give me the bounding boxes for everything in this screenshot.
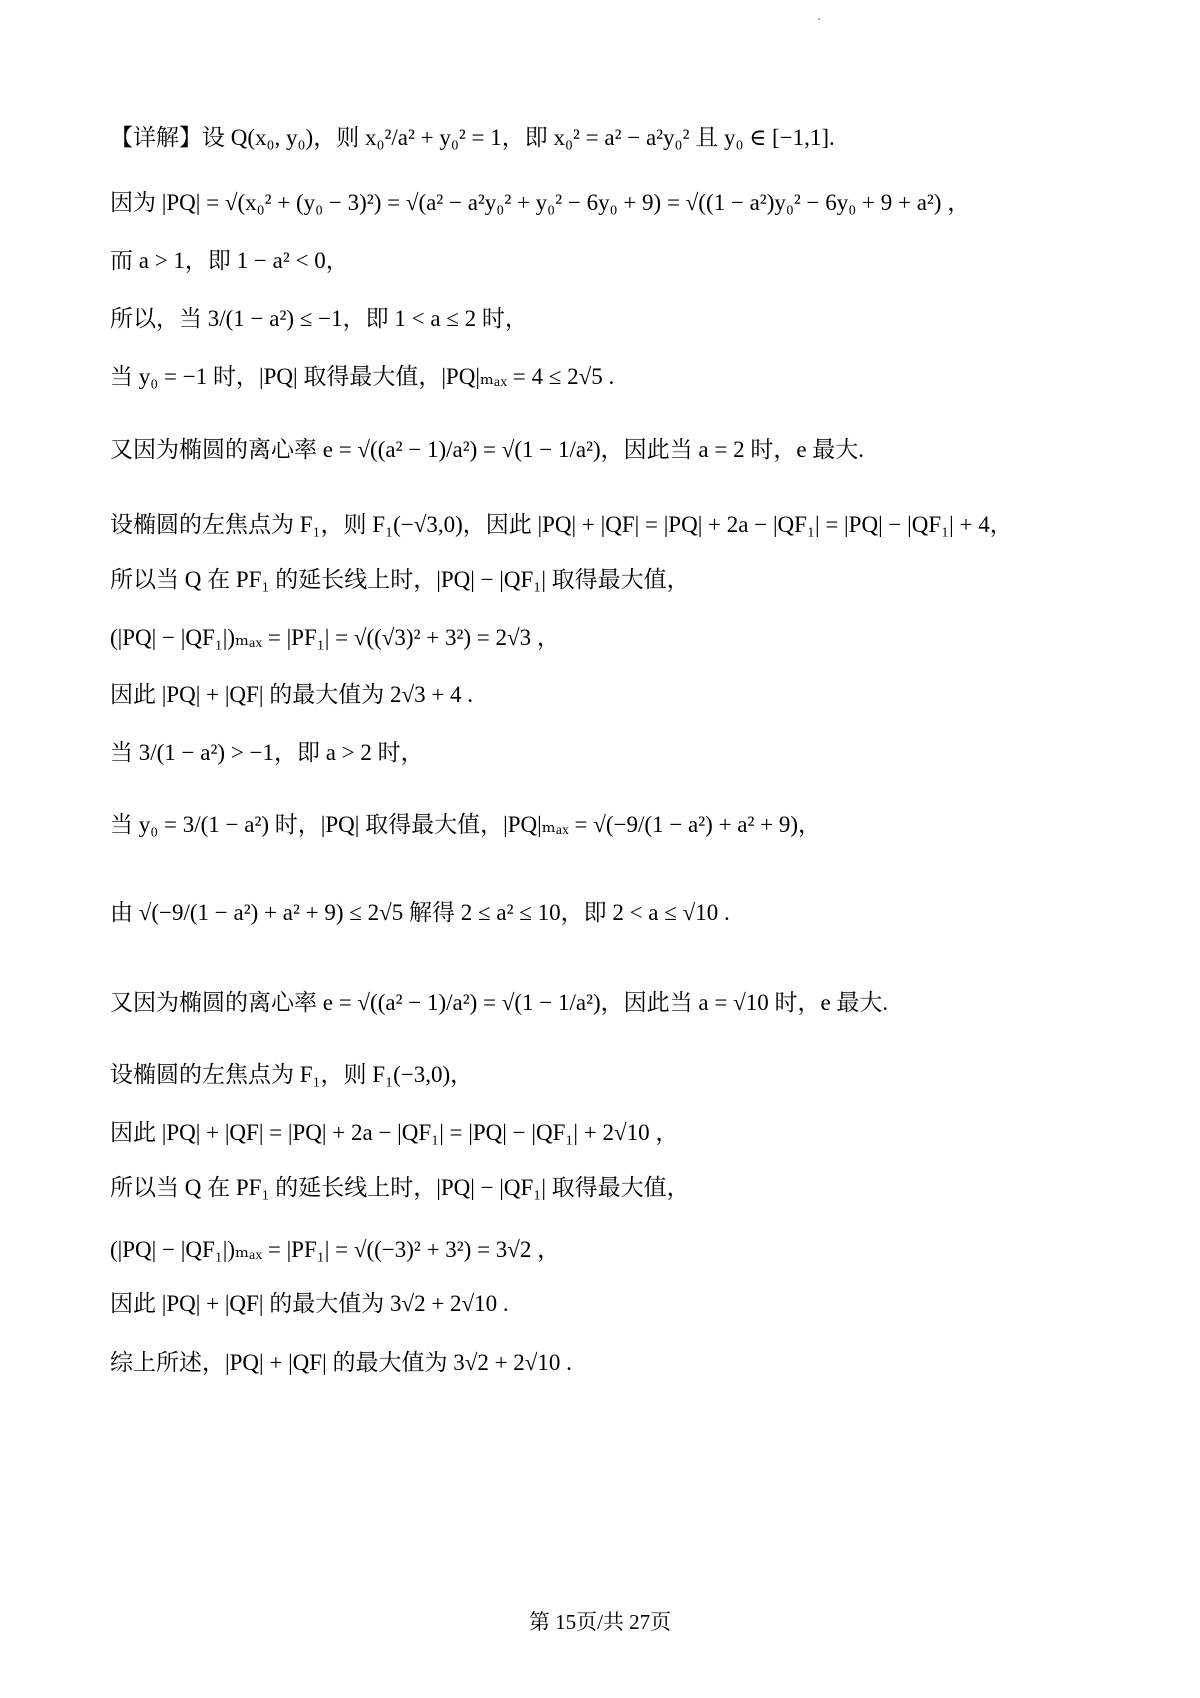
solution-line-1: 【详解】设 Q(x₀, y₀)，则 x₀²/a² + y₀² = 1，即 x₀² = a² − a²y₀² 且 y₀ ∈ [−1,1].: [110, 125, 835, 150]
solution-line-6: 又因为椭圆的离心率 e = √((a² − 1)/a²) = √(1 − 1/a²)，因此当 a = 2 时，e 最大.: [110, 437, 865, 462]
solution-line-20: 综上所述，|PQ| + |QF| 的最大值为 3√2 + 2√10 .: [110, 1350, 572, 1375]
solution-line-11: 当 3/(1 − a²) > −1，即 a > 2 时，: [110, 740, 424, 765]
solution-line-9: (|PQ| − |QF₁|)ₘₐₓ = |PF₁| = √((√3)² + 3²) = 2√3 ，: [110, 625, 560, 650]
solution-line-17: 所以当 Q 在 PF₁ 的延长线上时，|PQ| − |QF₁| 取得最大值，: [110, 1175, 690, 1200]
solution-line-3: 而 a > 1，即 1 − a² < 0，: [110, 248, 349, 273]
solution-line-15: 设椭圆的左焦点为 F₁，则 F₁(−3,0)，: [110, 1062, 474, 1087]
solution-line-14: 又因为椭圆的离心率 e = √((a² − 1)/a²) = √(1 − 1/a²)，因此当 a = √10 时，e 最大.: [110, 990, 889, 1015]
solution-line-5: 当 y₀ = −1 时，|PQ| 取得最大值，|PQ|ₘₐₓ = 4 ≤ 2√5 .: [110, 364, 615, 389]
solution-line-8: 所以当 Q 在 PF₁ 的延长线上时，|PQ| − |QF₁| 取得最大值，: [110, 567, 690, 592]
solution-line-16: 因此 |PQ| + |QF| = |PQ| + 2a − |QF₁| = |PQ| − |QF₁| + 2√10 ，: [110, 1120, 679, 1145]
solution-line-2: 因为 |PQ| = √(x₀² + (y₀ − 3)²) = √(a² − a²y₀² + y₀² − 6y₀ + 9) = √((1 − a²)y₀² − 6y₀ + 9 + a²) ，: [110, 190, 971, 215]
solution-line-19: 因此 |PQ| + |QF| 的最大值为 3√2 + 2√10 .: [110, 1291, 509, 1316]
solution-line-13: 由 √(−9/(1 − a²) + a² + 9) ≤ 2√5 解得 2 ≤ a² ≤ 10，即 2 < a ≤ √10 .: [110, 900, 730, 925]
solution-line-7: 设椭圆的左焦点为 F₁，则 F₁(−√3,0)，因此 |PQ| + |QF| = |PQ| + 2a − |QF₁| = |PQ| − |QF₁| + 4，: [110, 512, 1013, 537]
solution-line-12: 当 y₀ = 3/(1 − a²) 时，|PQ| 取得最大值，|PQ|ₘₐₓ = √(−9/(1 − a²) + a² + 9)，: [110, 812, 822, 837]
solution-line-10: 因此 |PQ| + |QF| 的最大值为 2√3 + 4 .: [110, 682, 474, 707]
solution-line-4: 所以，当 3/(1 − a²) ≤ −1，即 1 < a ≤ 2 时，: [110, 306, 528, 331]
solution-line-18: (|PQ| − |QF₁|)ₘₐₓ = |PF₁| = √((−3)² + 3²) = 3√2 ，: [110, 1237, 561, 1262]
page-footer: 第 15页/共 27页: [528, 1610, 672, 1634]
scan-speck: [818, 18, 820, 20]
